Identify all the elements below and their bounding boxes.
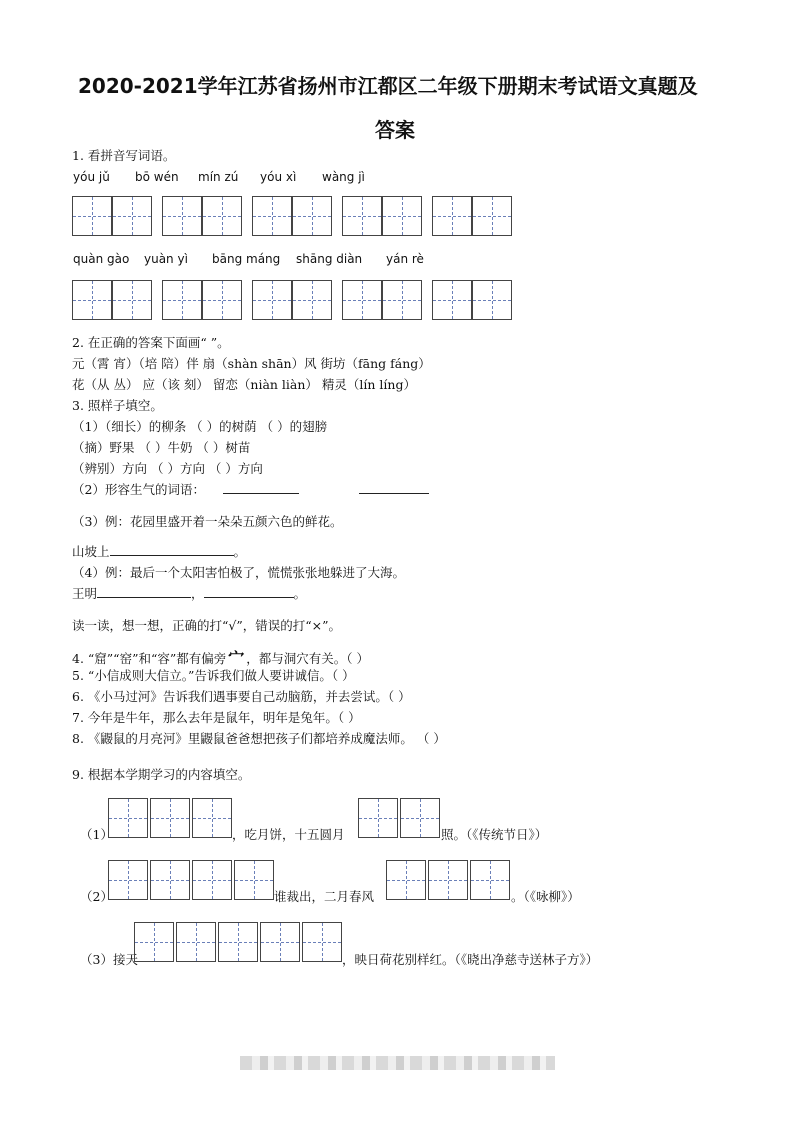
tian-box[interactable] <box>192 860 232 900</box>
tian-box[interactable] <box>202 196 242 236</box>
tian-box[interactable] <box>292 196 332 236</box>
tian-box[interactable] <box>472 196 512 236</box>
page-title-line1: 2020-2021学年江苏省扬州市江都区二年级下册期末考试语文真题及 <box>78 74 698 98</box>
q9-p3-suffix: ，映日荷花别样红。（《晓出净慈寺送林子方》） <box>342 952 599 967</box>
q3-line6 <box>72 542 246 560</box>
q3-line7: （4）例：最后一个太阳害怕极了，慌慌张张地躲进了大海。 <box>72 565 405 580</box>
q9-label: 9. 根据本学期学习的内容填空。 <box>72 767 251 782</box>
tian-box[interactable] <box>292 280 332 320</box>
pinyin-1-2: bō wén <box>135 170 179 184</box>
tian-box[interactable] <box>428 860 468 900</box>
q3-line3: （辨别）方向 （ ）方向 （ ）方向 <box>72 461 263 476</box>
q3-hillside-prefix: 山坡上 <box>72 544 110 559</box>
q2-line2: 花（从 丛） 应（该 刻） 留恋（niàn liàn） 精灵（lín líng） <box>72 377 416 392</box>
tian-box[interactable] <box>472 280 512 320</box>
pinyin-1-3: mín zú <box>198 170 239 184</box>
q3-angry-label: （2）形容生气的词语： <box>72 482 205 497</box>
tian-box[interactable] <box>202 280 242 320</box>
tian-box[interactable] <box>112 196 152 236</box>
tian-box[interactable] <box>234 860 274 900</box>
q9-p3-prefix: （3）接天 <box>80 952 138 967</box>
tian-box[interactable] <box>134 922 174 962</box>
judge-item-4-tail: ，都与洞穴有关。（ ） <box>246 651 369 666</box>
tian-box[interactable] <box>342 280 382 320</box>
q2-line1: 元（霄 宵）（培 陪）伴 扇（shàn shān）风 街坊（fāng fáng） <box>72 356 431 371</box>
tian-box[interactable] <box>162 280 202 320</box>
q3-line8 <box>72 584 306 602</box>
tian-box[interactable] <box>382 196 422 236</box>
q3-line1: （1）（细长）的柳条 （ ）的树荫 （ ）的翅膀 <box>72 419 328 434</box>
pinyin-2-4: shāng diàn <box>296 252 363 266</box>
tian-box[interactable] <box>72 196 112 236</box>
q3-line2: （摘）野果 （ ）牛奶 （ ）树苗 <box>72 440 251 455</box>
q9-p2-middle: 谁裁出，二月春风 <box>274 889 375 904</box>
pinyin-1-4: yóu xì <box>260 170 297 184</box>
q9-p2-prefix: （2） <box>80 889 113 904</box>
tian-box[interactable] <box>218 922 258 962</box>
tian-box[interactable] <box>112 280 152 320</box>
q3-period: 。 <box>293 586 307 601</box>
answer-blank[interactable] <box>110 545 234 556</box>
answer-blank[interactable] <box>204 587 294 598</box>
tian-box[interactable] <box>252 280 292 320</box>
q1-label: 1. 看拼音写词语。 <box>72 148 176 163</box>
tian-box[interactable] <box>176 922 216 962</box>
q9-p1-middle: ，吃月饼，十五圆月 <box>232 827 345 842</box>
tian-box[interactable] <box>108 798 148 838</box>
judge-instruction: 读一读，想一想，正确的打“√”，错误的打“×”。 <box>72 618 342 633</box>
tian-box[interactable] <box>470 860 510 900</box>
tian-box[interactable] <box>260 922 300 962</box>
q3-line4 <box>72 480 429 498</box>
q3-label: 3. 照样子填空。 <box>72 398 163 413</box>
tian-box[interactable] <box>72 280 112 320</box>
pinyin-2-5: yán rè <box>386 252 424 266</box>
answer-blank[interactable] <box>359 483 429 494</box>
tian-box[interactable] <box>108 860 148 900</box>
q2-label: 2. 在正确的答案下面画“ ”。 <box>72 335 230 350</box>
tian-box[interactable] <box>162 196 202 236</box>
tian-box[interactable] <box>432 196 472 236</box>
tian-box[interactable] <box>150 860 190 900</box>
tian-box[interactable] <box>432 280 472 320</box>
tian-box[interactable] <box>386 860 426 900</box>
tian-box[interactable] <box>358 798 398 838</box>
pinyin-1-1: yóu jǔ <box>73 170 110 184</box>
q9-p1-prefix: （1） <box>80 827 113 842</box>
page-title-line2: 答案 <box>375 118 415 142</box>
q3-line5: （3）例：花园里盛开着一朵朵五颜六色的鲜花。 <box>72 514 343 529</box>
tian-box[interactable] <box>342 196 382 236</box>
judge-item-4-text: 4. “窟”“窑”和“容”都有偏旁 <box>72 651 227 666</box>
tian-box[interactable] <box>150 798 190 838</box>
tian-box[interactable] <box>252 196 292 236</box>
tian-box[interactable] <box>192 798 232 838</box>
pinyin-2-3: bāng máng <box>212 252 281 266</box>
q3-comma: ， <box>191 586 204 601</box>
judge-item-6: 6. 《小马过河》告诉我们遇事要自己动脑筋，并去尝试。（ ） <box>72 689 411 704</box>
tian-box[interactable] <box>382 280 422 320</box>
tian-box[interactable] <box>302 922 342 962</box>
radical-glyph: 宀 <box>228 648 245 667</box>
pinyin-2-2: yuàn yì <box>144 252 188 266</box>
q9-p1-suffix: 照。（《传统节日》） <box>441 827 548 842</box>
answer-blank[interactable] <box>97 587 191 598</box>
q3-hillside-suffix: 。 <box>233 544 247 559</box>
blurred-footer-watermark <box>240 1056 555 1070</box>
pinyin-1-5: wàng jì <box>322 170 365 184</box>
judge-item-7: 7. 今年是牛年，那么去年是鼠年，明年是兔年。（ ） <box>72 710 361 725</box>
q9-p2-suffix: 。（《咏柳》） <box>511 889 580 904</box>
answer-blank[interactable] <box>223 483 299 494</box>
tian-box[interactable] <box>400 798 440 838</box>
q3-wangming-prefix: 王明 <box>72 586 98 601</box>
judge-item-4 <box>72 645 369 668</box>
judge-item-5: 5. “小信成则大信立。”告诉我们做人要讲诚信。（ ） <box>72 668 355 683</box>
judge-item-8: 8. 《鼹鼠的月亮河》里鼹鼠爸爸想把孩子们都培养成魔法师。 （ ） <box>72 731 446 746</box>
pinyin-2-1: quàn gào <box>73 252 130 266</box>
